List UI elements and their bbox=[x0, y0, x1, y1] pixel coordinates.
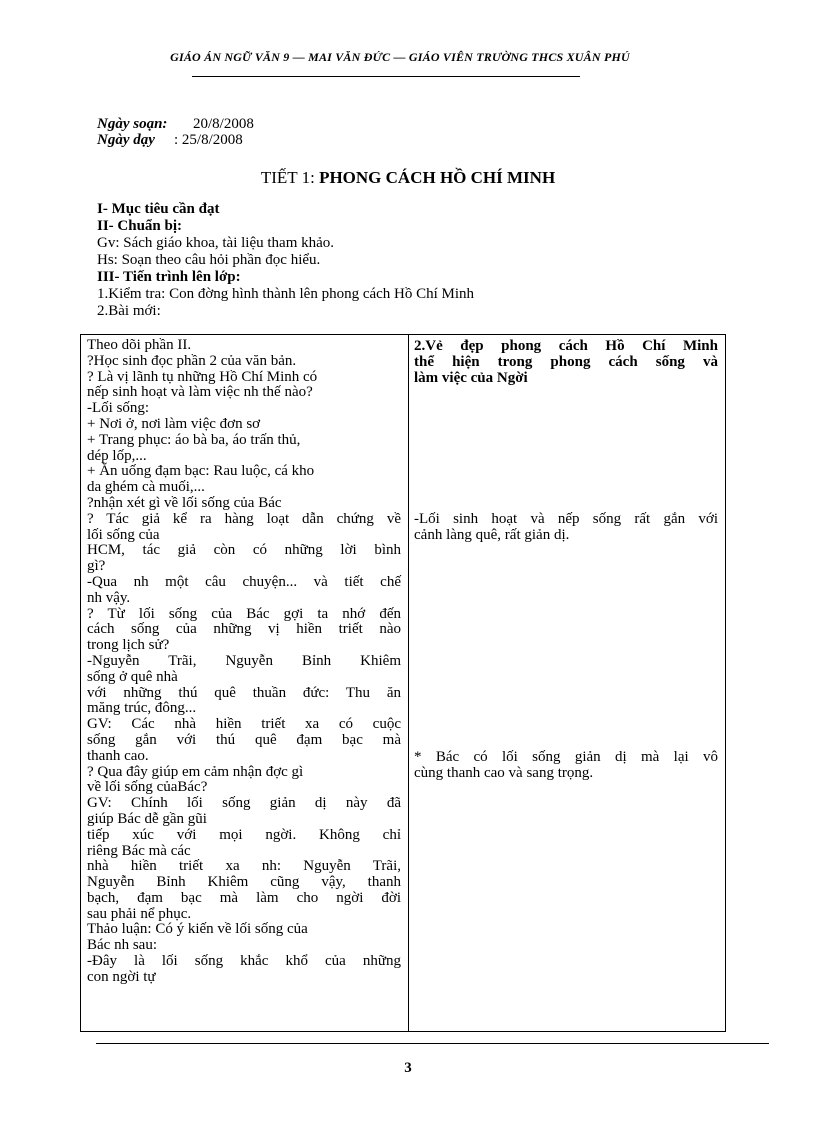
page-number: 3 bbox=[404, 1060, 412, 1076]
activity-line: sống ở quê nhà bbox=[87, 668, 178, 685]
activity-line: + Nơi ở, nơi làm việc đơn sơ bbox=[87, 415, 261, 432]
procedure-step-1: 1.Kiểm tra: Con đờng hình thành lên phong cách Hồ Chí Minh bbox=[97, 286, 475, 302]
content-note-line: cùng thanh cao và sang trọng. bbox=[414, 765, 594, 781]
activity-line: -Nguyễn Trãi, Nguyễn Bỉnh Khiêm bbox=[87, 652, 401, 669]
activity-line: ?Học sinh đọc phần 2 của văn bản. bbox=[87, 352, 297, 369]
activity-line: cách sống của những vị hiền triết nào bbox=[87, 621, 401, 638]
activity-line: GV: Chính lối sống giản dị này đã bbox=[87, 795, 401, 812]
activity-line: nh vậy. bbox=[87, 589, 131, 606]
activity-line: về lối sống củaBác? bbox=[87, 779, 208, 796]
content-note-simplicity bbox=[414, 749, 718, 781]
activity-line: ? Là vị lãnh tụ những Hồ Chí Minh có bbox=[87, 368, 318, 385]
activity-line: riêng Bác mà các bbox=[87, 842, 191, 859]
procedure-step-2: 2.Bài mới: bbox=[97, 303, 161, 319]
section-preparation: II- Chuẩn bị: bbox=[97, 218, 183, 234]
content-note-line: cảnh làng quê, rất giản dị. bbox=[414, 527, 570, 543]
activity-line: thanh cao. bbox=[87, 747, 149, 764]
activity-line: -Qua nh một câu chuyện... và tiết chế bbox=[87, 573, 401, 590]
activities-column bbox=[87, 338, 401, 986]
content-heading-line: 2.Vẻ đẹp phong cách Hồ Chí Minh bbox=[414, 338, 718, 354]
activity-line: giúp Bác dễ gần gũi bbox=[87, 810, 207, 827]
activity-line: ? Từ lối sống của Bác gợi ta nhớ đến bbox=[87, 605, 401, 622]
activity-line: nhà hiền triết xa nh: Nguyễn Trãi, bbox=[87, 858, 401, 875]
activity-line: HCM, tác giả còn có những lời bình bbox=[87, 542, 401, 559]
section-procedure: III- Tiến trình lên lớp: bbox=[97, 269, 241, 285]
activity-line: ? Qua đây giúp em cảm nhận đợc gì bbox=[87, 763, 304, 780]
activity-line: da ghém cà muối,... bbox=[87, 479, 205, 496]
content-heading bbox=[414, 338, 718, 386]
activity-line: ?nhận xét gì về lối sống của Bác bbox=[87, 494, 282, 511]
activity-line: măng trúc, đông... bbox=[87, 700, 197, 717]
activity-line: + Trang phục: áo bà ba, áo trấn thủ, bbox=[87, 431, 301, 448]
date-prepared bbox=[97, 116, 254, 132]
activity-line: + Ăn uống đạm bạc: Rau luộc, cá kho bbox=[87, 463, 315, 480]
activity-line: GV: Các nhà hiền triết xa có cuộc bbox=[87, 716, 401, 733]
activity-line: ? Tác giả kể ra hàng loạt dẫn chứng về bbox=[87, 510, 401, 527]
date-taught bbox=[97, 132, 243, 148]
activity-line: Theo dõi phần II. bbox=[87, 337, 192, 353]
section-objectives: I- Mục tiêu cần đạt bbox=[97, 201, 220, 217]
activity-line: con ngời tự bbox=[87, 968, 156, 985]
teacher-preparation: Gv: Sách giáo khoa, tài liệu tham khảo. bbox=[97, 235, 335, 251]
activity-line: Thảo luận: Có ý kiến về lối sống của bbox=[87, 921, 308, 938]
activity-line: gì? bbox=[87, 558, 106, 575]
header-rule bbox=[192, 76, 580, 77]
content-heading-line: thể hiện trong phong cách sống và bbox=[414, 354, 718, 370]
activity-line: Nguyễn Bỉnh Khiêm cũng vậy, thanh bbox=[87, 874, 401, 891]
activity-line: Bác nh sau: bbox=[87, 937, 157, 954]
activity-line: bạch, đạm bạc mà làm cho ngời đời bbox=[87, 889, 401, 906]
activity-line: với những thú quê thuần đức: Thu ăn bbox=[87, 684, 401, 701]
activity-line: -Đây là lối sống khắc khổ của những bbox=[87, 953, 401, 970]
date-taught-label: Ngày dạy bbox=[97, 132, 155, 148]
activity-line: trong lịch sử? bbox=[87, 637, 170, 654]
activity-line: tiếp xúc với mọi ngời. Không chỉ bbox=[87, 826, 401, 843]
lesson-title-main: PHONG CÁCH HỒ CHÍ MINH bbox=[319, 168, 556, 187]
date-prepared-value: 20/8/2008 bbox=[193, 116, 254, 132]
content-heading-line: làm việc của Ngời bbox=[414, 370, 528, 386]
page-header: GIÁO ÁN NGỮ VĂN 9 — MAI VĂN ĐỨC — GIÁO VIÊN TRƯỜNG THCS XUÂN PHÚ bbox=[170, 50, 630, 64]
activity-line: -Lối sống: bbox=[87, 400, 150, 417]
activity-line: lối sống của bbox=[87, 526, 160, 543]
date-prepared-label: Ngày soạn: bbox=[97, 116, 168, 132]
activity-line: nếp sinh hoạt và làm việc nh thế nào? bbox=[87, 384, 313, 401]
lesson-title bbox=[0, 168, 816, 188]
lesson-title-prefix: TIẾT 1: bbox=[260, 168, 320, 187]
activity-line: dép lốp,... bbox=[87, 447, 147, 464]
activity-line: sống gắn với thú quê đạm bạc mà bbox=[87, 731, 401, 748]
content-note-lifestyle bbox=[414, 511, 718, 543]
lesson-table bbox=[80, 334, 726, 1032]
activity-line: sau phải nể phục. bbox=[87, 905, 192, 922]
student-preparation: Hs: Soạn theo câu hỏi phần đọc hiểu. bbox=[97, 252, 321, 268]
content-note-line: * Bác có lối sống giản dị mà lại vô bbox=[414, 749, 718, 765]
column-divider bbox=[408, 335, 409, 1031]
footer-rule bbox=[96, 1043, 769, 1044]
date-taught-value: : 25/8/2008 bbox=[174, 132, 243, 148]
content-note-line: -Lối sinh hoạt và nếp sống rất gắn với bbox=[414, 511, 718, 527]
